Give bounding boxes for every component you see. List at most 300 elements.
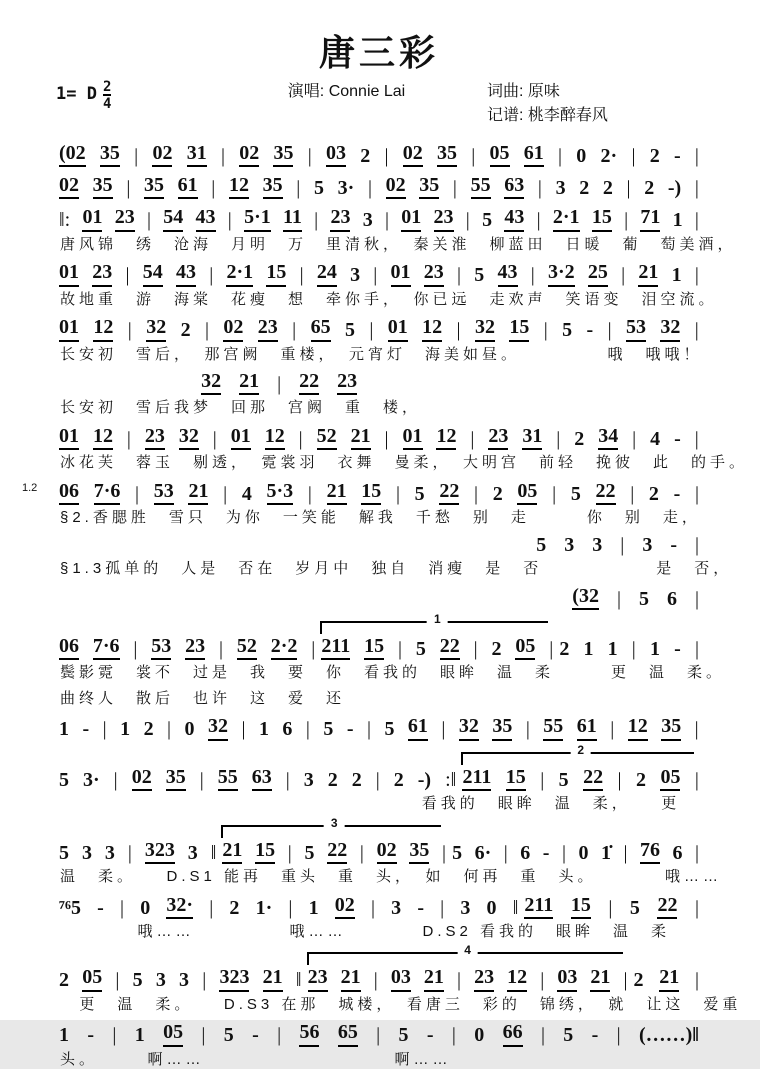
barline: | [623,969,628,992]
note-token: 3 [460,896,471,919]
notes-line [56,174,702,199]
measure-segment [56,206,702,231]
note-token: 15 [506,766,526,791]
note-token: 2 [229,896,240,919]
note-token: 15 [364,635,384,660]
barline: | [556,427,561,450]
note-token: 4 [650,427,661,450]
note-token: 2 [602,176,613,199]
note-token: 61 [524,142,544,167]
note-token: 5 [452,841,463,864]
note-token: 3 [303,768,314,791]
note-token: 12 [265,425,285,450]
note-token: 1 [308,896,319,919]
note-token: 5 [415,638,426,660]
verse-number-note: 1.2 [22,481,38,494]
barline: | [451,1024,456,1047]
note-token: 12 [628,715,648,740]
note-token: 56 [299,1021,319,1046]
note-token: 23 [424,261,444,286]
barline: | [102,718,107,741]
note-token: 2·1 [226,261,253,286]
note-token: 32 [475,316,495,341]
note-token: 323 [219,966,249,991]
note-token: 3 [81,841,92,864]
note-token: 2 [633,969,644,992]
note-token: 53 [151,635,171,660]
note-token: 54 [143,261,163,286]
note-token: 23 [308,966,328,991]
note-token: 34 [598,425,618,450]
barline: | [694,587,699,610]
barline: | [133,638,138,660]
note-token: 31 [187,142,207,167]
measure-segment [56,142,702,167]
lyrics-line: 头。 啊…… 啊…… [60,1050,452,1068]
barline: | [540,1024,545,1047]
lyrics-line: 鬓影霓 裳不 过是 我 要 你 看我的 眼眸 温 柔 更 温 柔。 [60,664,726,682]
barline: | [440,896,445,919]
note-token: 5 [563,1024,574,1047]
note-token: 15 [509,316,529,341]
note-token: 5 [384,718,395,741]
note-token: 01 [388,316,408,341]
barline: | [470,427,475,450]
volta-number: 1 [427,613,448,626]
note-token: - [252,1024,259,1047]
note-token: 15 [592,206,612,231]
measure-segment [56,715,702,740]
barline: ‖ [210,841,217,864]
note-token: 05 [82,966,102,991]
barline: ‖ [512,896,519,919]
note-token: 05 [660,766,680,791]
note-token: 4 [241,482,252,505]
note-token: 5·3 [267,480,294,505]
lyrics-line: 唐风锦 绣 沧海 月明 万 里清秋， 秦关淮 柳蓝田 日暖 葡 萄美酒， [60,235,737,253]
note-token: 71 [640,206,660,231]
system-5 [56,316,702,418]
note-token: - [591,1024,599,1047]
note-token: 24 [317,261,337,286]
note-token: 3 [187,841,198,864]
note-token: 5 [344,319,355,342]
system-10 [56,742,702,814]
note-token: 55 [218,766,238,791]
transcriber-label: 记谱: [487,106,524,124]
note-token: 3· [337,176,355,199]
barline: | [209,264,214,287]
note-token: 63 [504,174,524,199]
note-token: 01 [391,261,411,286]
system-8 [56,612,726,708]
note-token: 02 [335,894,355,919]
note-token: 32 [179,425,199,450]
note-token: 21 [424,966,444,991]
barline: | [694,896,699,919]
note-token: 21 [341,966,361,991]
note-token: 5 [313,176,324,199]
measure-segment [533,534,702,556]
note-token: 55 [543,715,563,740]
note-token: - [670,533,677,556]
notes-line [56,425,702,450]
volta-number: 2 [570,744,591,757]
barline: | [561,841,566,864]
note-token: 76 [640,839,660,864]
barline: | [549,638,554,660]
measure-segment [556,638,702,660]
measure-segment [56,839,219,864]
barline: | [126,176,131,199]
note-token: 2 [491,638,502,660]
note-token: 02 [239,142,259,167]
lyrics-line: §1.3孤单的 人是 否在 岁月中 独自 消瘦 是 否 是 否， [60,560,733,578]
header-row [56,80,702,128]
barline: | [471,144,476,167]
barline: | [694,533,699,556]
barline: | [473,638,478,660]
barline: :‖ [445,768,457,791]
barline: | [626,176,631,199]
notes-line [56,261,702,286]
note-token: 22 [583,766,603,791]
barline: | [525,718,530,741]
note-token: 6 [520,841,531,864]
note-token: 22 [657,894,677,919]
lyrics-line: §2.香腮胜 雪只 为你 一笑能 解我 千愁 别 走 你 别 走， [60,509,701,527]
note-token: - [673,482,681,505]
note-token: 03 [391,966,411,991]
note-token: 52 [237,635,257,660]
barline: | [367,176,372,199]
barline: | [616,1024,621,1047]
note-token: 5 [323,718,334,741]
note-token: 2 [180,319,191,342]
performer-name: Connie Lai [328,82,406,100]
note-token: 3 [564,533,575,556]
note-token: 3 [104,841,115,864]
barline: | [610,718,615,741]
barline: | [474,482,479,505]
note-token: 22 [596,480,616,505]
note-token: 35 [93,174,113,199]
lyrics-line: 冰花芙 蓉玉 剔透， 霓裳羽 衣舞 曼柔， 大明宫 前轻 挽彼 此 的手。 [60,454,749,472]
note-token: 5 [59,768,69,791]
measure-segment [56,966,305,991]
notes-line [56,1021,702,1046]
note-token: 3 [362,209,373,232]
barline: | [311,638,316,660]
note-token: - [417,896,424,919]
note-token: 43 [176,261,196,286]
note-token: (……)‖ [639,1024,699,1047]
note-token: 25 [588,261,608,286]
time-numerator: 2 [102,78,112,95]
barline: | [120,896,125,919]
barline: | [127,841,132,864]
note-token: 1· [255,896,273,919]
note-token: -) [417,768,432,791]
note-token: 22 [439,480,459,505]
barline: | [359,841,364,864]
note-token: 3 [350,264,361,287]
barline: | [441,718,446,741]
lyrics-line: 长安初 雪后我梦 回那 宫阙 重 楼， [60,399,422,417]
barline: | [292,319,297,342]
note-token: 02 [152,142,172,167]
note-token: 01 [82,206,102,231]
lyrics-line: 更 温 柔。 D.S3 在那 城楼， 看唐三 彩的 锦绣， 就 让这 爱重 [79,995,742,1013]
note-token: 5 [562,319,573,342]
barline: | [223,482,228,505]
note-token: 2 [143,718,154,741]
note-token: 21 [263,966,283,991]
note-token: 2· [600,144,618,167]
note-token: 2 [351,768,362,791]
note-token: 61 [178,174,198,199]
notes-line [56,943,702,992]
barline: | [305,718,310,741]
barline: | [125,264,130,287]
note-token: 32 [660,316,680,341]
system-11 [56,815,723,887]
note-token: 2·2 [271,635,298,660]
note-token: 35 [437,142,457,167]
barline: | [617,768,622,791]
barline: | [375,768,380,791]
note-token: 1 [59,1024,69,1047]
note-token: 2 [648,482,659,505]
barline: | [209,896,214,919]
barline: | [530,264,535,287]
note-token: 05 [490,142,510,167]
performer-label: 演唱: [287,82,325,100]
lyrics-music-label: 词曲: [487,82,524,100]
note-token: 15 [571,894,591,919]
note-token: 35 [263,174,283,199]
note-token: 2 [559,638,570,660]
measure-segment [56,894,521,919]
note-token: 35 [273,142,293,167]
note-token: 3 [592,533,603,556]
credits [206,80,702,128]
note-token: 0 [474,1024,485,1047]
barline: | [398,638,403,660]
note-token: 35 [166,766,186,791]
barline: | [694,638,699,660]
barline: | [624,209,629,232]
note-token: 61 [577,715,597,740]
note-token: 12 [93,316,113,341]
barline: | [694,427,699,450]
note-token: 12 [93,425,113,450]
key-signature [56,80,206,111]
note-token: - [674,427,681,450]
system-1 [56,142,702,167]
measure-segment [56,425,702,450]
note-token: 55 [471,174,491,199]
note-token: 02 [132,766,152,791]
note-token: 05 [515,635,535,660]
note-token: 5 [398,1024,409,1047]
barline: | [607,319,612,342]
notes-line [56,534,702,556]
volta-segment [459,742,702,791]
barline: | [694,264,699,287]
note-token: 22 [440,635,460,660]
note-token: 1 [583,638,594,660]
note-token: 1 [607,638,618,660]
note-token: 21 [239,370,259,395]
barline: | [537,176,542,199]
note-token: 02 [386,174,406,199]
barline: | [694,768,699,791]
note-token: 3 [642,533,653,556]
notes-line [56,815,702,864]
barline: | [287,841,292,864]
note-token: 0 [576,144,587,167]
note-token: 01 [59,425,79,450]
note-token: 35 [100,142,120,167]
barline: | [296,176,301,199]
note-token: 1 [672,209,683,232]
note-token: 2 [59,969,69,992]
note-token: - [346,718,354,741]
barline: | [288,896,293,919]
note-token: 02 [377,839,397,864]
note-token: 06 [59,635,79,660]
measure-segment [569,585,702,610]
barline: | [608,896,613,919]
barline: | [694,144,699,167]
note-token: 32 [459,715,479,740]
barline: | [694,209,699,232]
note-token: 23 [258,316,278,341]
note-token: 65 [338,1021,358,1046]
note-token: 23 [434,206,454,231]
system-6 [56,424,749,473]
note-token: 63 [252,766,272,791]
note-token: 23 [185,635,205,660]
system-7 [22,479,733,610]
note-token: 5 [59,841,69,864]
barline: | [694,176,699,199]
note-token: 23 [115,206,135,231]
barline: | [456,319,461,342]
note-token: 211 [462,766,491,791]
barline: | [456,969,461,992]
note-token: 01 [403,425,423,450]
note-token: 61 [408,715,428,740]
notes-line [56,370,702,395]
transcriber-name: 桃李醉春风 [527,106,608,124]
note-token: 66 [503,1021,523,1046]
note-token: 7·6 [93,635,120,660]
barline: | [373,969,378,992]
note-token: -) [667,176,682,199]
barline: | [299,264,304,287]
time-signature [103,80,111,111]
note-token: 32 [208,715,228,740]
notes-line [56,742,702,791]
system-14 [56,1021,702,1069]
barline: | [373,264,378,287]
note-token: 1̇ [600,841,611,864]
note-token: 211 [524,894,553,919]
note-token: 2 [574,427,585,450]
measure-segment [56,261,702,286]
note-token: 03 [557,966,577,991]
barline: | [211,176,216,199]
barline: | [369,319,374,342]
barline: | [220,144,225,167]
notes-line [56,142,702,167]
note-token: 21 [590,966,610,991]
system-9 [56,715,702,740]
barline: | [452,176,457,199]
note-token: 35 [661,715,681,740]
note-token: 01 [231,425,251,450]
note-token: 3·2 [548,261,575,286]
note-token: 65 [311,316,331,341]
note-token: 5 [223,1024,234,1047]
barline: | [694,482,699,505]
barline: | [126,427,131,450]
note-token: 6· [474,841,492,864]
note-token: 43 [196,206,216,231]
barline: | [616,587,621,610]
barline: | [457,264,462,287]
lyrics-line: 曲终人 散后 也许 这 爱 还 [60,689,346,707]
note-token: 2 [579,176,590,199]
barline: | [694,718,699,741]
measure-segment [56,1021,702,1046]
notes-line [22,479,702,505]
note-token: - [82,718,90,741]
measure-segment [56,635,318,660]
note-token: - [586,319,594,342]
note-token: 21 [327,480,347,505]
barline: | [201,1024,206,1047]
volta-segment [219,815,449,864]
note-token: 35 [144,174,164,199]
note-token: - [674,638,681,660]
measure-segment [449,839,702,864]
note-token: 5 [474,264,485,287]
note-token: 03 [326,142,346,167]
measure-segment [198,370,360,395]
barline: ‖: [59,209,71,232]
barline: ‖ [295,969,302,992]
note-token: 5 [536,533,547,556]
note-token: 7·6 [94,480,121,505]
barline: | [376,1024,381,1047]
note-token: 21 [351,425,371,450]
note-token: (02 [59,142,86,167]
lyrics-line: 看我的 眼眸 温 柔， 更 [421,795,681,813]
note-token: - [426,1024,434,1047]
lyrics-line: 故地重 游 海棠 花瘦 想 牵你手， 你已远 走欢声 笑语变 泪空流。 [60,290,718,308]
note-token: 32 [201,370,221,395]
note-token: 15 [255,839,275,864]
note-token: 01 [59,261,79,286]
barline: | [694,841,699,864]
note-token: 1 [120,718,131,741]
note-token: 01 [59,316,79,341]
volta-number: 3 [324,817,345,830]
time-denominator: 4 [102,95,112,112]
